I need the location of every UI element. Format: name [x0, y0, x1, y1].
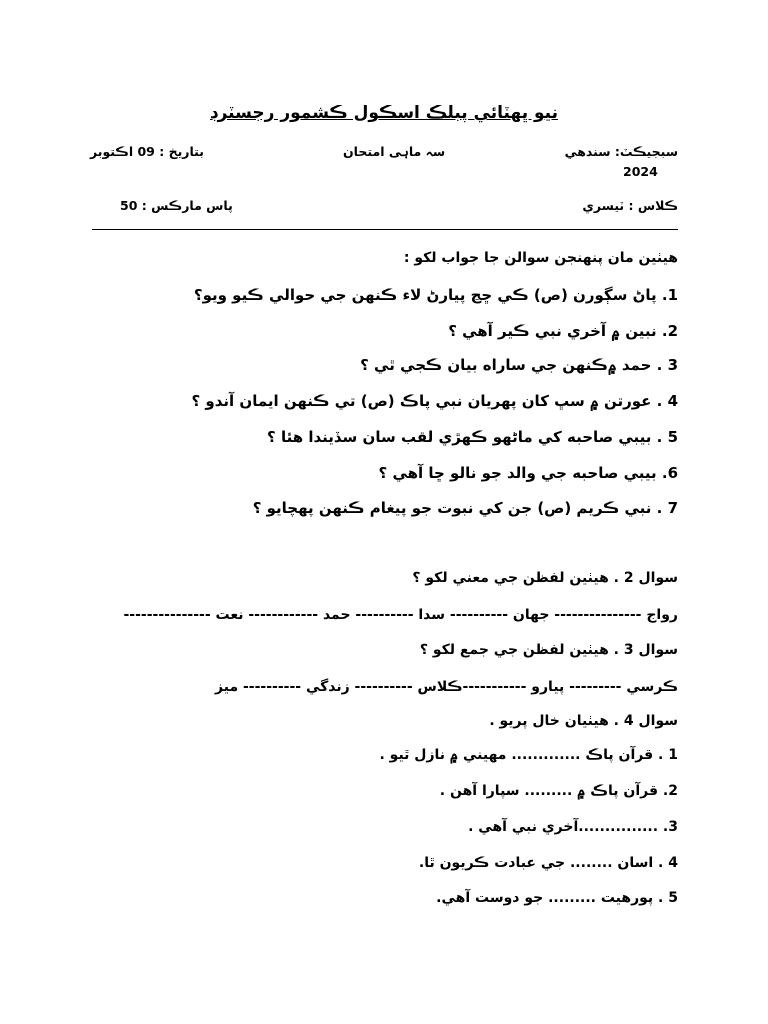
question-3: 3 . حمد ۾ڪنهن جي ساراه بيان ڪجي ٿي ؟: [360, 356, 678, 374]
section2-words: رواج --------------- جهان ---------- سدا ---------- حمد ------------ نعت ---------------: [123, 607, 678, 623]
section1-heading: هيٺين مان پنهنجن سوالن جا جواب لکو :: [403, 250, 678, 266]
fill-item-5: 5 . پورهيت ......... جو دوست آهي.: [436, 890, 678, 906]
question-2: 2. نبين ۾ آخري نبي ڪير آهي ؟: [448, 322, 678, 340]
fill-item-2: 2. قرآن پاڪ ۾ ......... سپارا آهن .: [439, 783, 678, 799]
question-1: 1. پاڻ سڳورن (ص) ڪي ڇڃ پيارڻ لاء ڪنهن جي حوالي ڪيو ويو؟: [193, 286, 678, 304]
date-label: بتاريخ : 09 اڪتوبر: [90, 144, 204, 159]
year-label: 2024: [623, 164, 658, 179]
question-4: 4 . عورتن ۾ سڀ کان پهريان نبي پاڪ (ص) تي ڪنهن ايمان آندو ؟: [191, 392, 678, 410]
pass-marks-label: پاس مارڪس : 50: [120, 198, 233, 213]
class-label: ڪلاس : ٽيسري: [582, 198, 678, 213]
section4-heading: سوال 4 . هيٺيان خال پريو .: [489, 713, 678, 729]
header-divider: [92, 229, 678, 230]
question-7: 7 . نبي ڪريم (ص) جن کي نبوت جو پيغام ڪنهن پهچايو ؟: [252, 499, 678, 517]
question-6: 6. بيبي صاحبه جي والد جو نالو ڇا آهي ؟: [378, 464, 678, 482]
section3-words: ڪرسي --------- پيارو -----------ڪلاس ---------- زندگي ---------- ميز: [215, 679, 678, 695]
fill-item-3: 3. ...............آخري نبي آهي .: [468, 819, 678, 835]
exam-label: سہ ماہی امتحان: [343, 144, 446, 159]
school-title: نيو ڀهٽائي پبلڪ اسڪول ڪشمور رجسٽرڊ: [210, 103, 558, 123]
question-5: 5 . بيبي صاحبه کي ماڻهو ڪهڙي لقب سان سڏيندا هئا ؟: [267, 428, 678, 446]
section3-heading: سوال 3 . هيٺين لفظن جي جمع لکو ؟: [419, 642, 678, 658]
fill-item-1: 1 . قرآن پاڪ ............. مهيني ۾ نازل ٿيو .: [379, 747, 678, 763]
subject-label: سبجيڪٽ: سندهي: [564, 144, 678, 159]
fill-item-4: 4 . اسان ........ جي عبادت ڪريون ٿا.: [418, 855, 678, 871]
section2-heading: سوال 2 . هيٺين لفظن جي معني لکو ؟: [412, 570, 678, 586]
